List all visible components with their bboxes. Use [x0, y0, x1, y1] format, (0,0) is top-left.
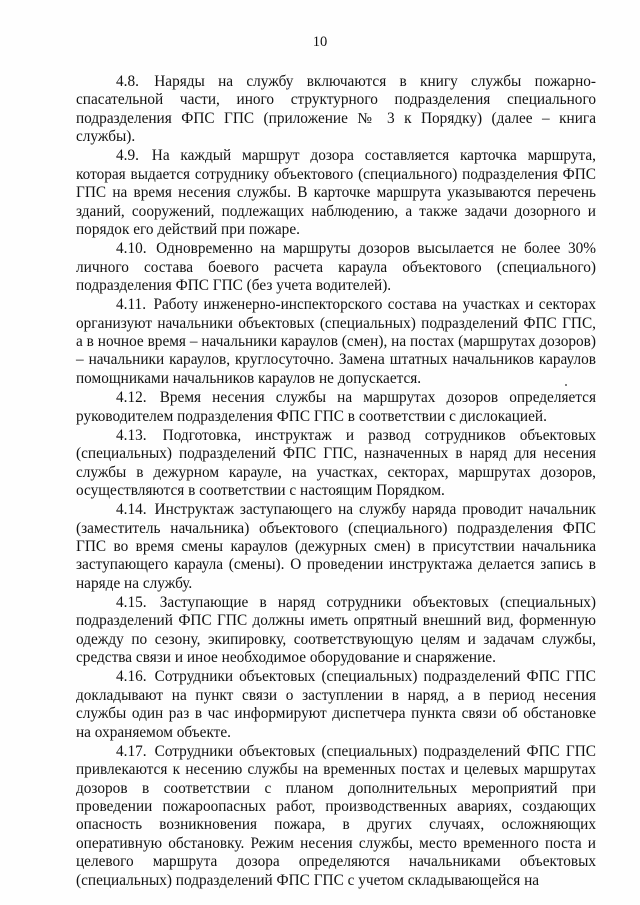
paragraph-number: 4.14. [116, 501, 147, 519]
paragraph-4-11 [76, 296, 596, 388]
paragraph-4-10 [76, 240, 596, 295]
paragraph-text: Заступающие в наряд сотрудники объектовых (специальных) подразделений ФПС ГПС должны иметь опрятный внешний вид, форменную одежду по сезону, экипировку, соответствующую целям и задачам службы, средства связи и иное необходимое оборудование и снаряжение. [76, 593, 596, 667]
paragraph-number: 4.15. [116, 593, 147, 611]
paragraph-text: Работу инженерно-инспекторского состава на участках и секторах организуют начальники объектовых (специальных) подразделений ФПС ГПС, а в ночное время – начальники караулов (смен), на постах (маршрутах дозоров) – начальники караулов, круглосуточно. Замена штатных начальников караулов помощниками начальников караулов не допускается. [76, 296, 597, 387]
paragraph-number: 4.17. [116, 742, 147, 760]
paragraph-text: На каждый маршрут дозора составляется карточка маршрута, которая выдается сотруднику объектового (специального) подразделения ФПС ГПС на время несения службы. В карточке маршрута указываются перечень зданий, сооружений, подлежащих наблюдению, а также задачи дозорного и порядок его действий при пожаре. [76, 147, 596, 239]
scan-speck [565, 384, 567, 386]
paragraph-number: 4.9. [116, 147, 139, 165]
paragraph-4-8 [76, 73, 596, 147]
paragraph-4-14 [76, 501, 596, 593]
paragraph-text: Подготовка, инструктаж и развод сотрудников объектовых (специальных) подразделений ФПС ГПС, назначенных в наряд для несения службы в дежурном карауле, на участках, секторах, маршрутах дозоров, осуществляются в соответствии с настоящим Порядком. [76, 426, 597, 499]
paragraph-text: Инструктаж заступающего на службу наряда проводит начальник (заместитель начальника) объектового (специального) подразделения ФПС ГПС во время смены караулов (дежурных смен) в присутствии начальника заступающего караула (смены). О проведении инструктажа делается запись в наряде на службу. [76, 501, 596, 592]
paragraph-text: Сотрудники объектовых (специальных) подразделений ФПС ГПС докладывают на пункт связи о заступлении в наряд, а в период несения службы один раз в час информируют диспетчера пункта связи об обстановке на охраняемом объекте. [76, 668, 596, 741]
paragraph-number: 4.10. [116, 240, 147, 258]
paragraph-number: 4.8. [116, 73, 139, 90]
paragraph-4-9 [76, 147, 596, 239]
paragraph-number: 4.11. [116, 296, 147, 314]
paragraph-text: Наряды на службу включаются в книгу службы пожарно-спасательной части, иного структурного подразделения специального подразделения ФПС ГПС (приложение № 3 к Порядку) (далее – книга службы). [76, 73, 596, 146]
paragraph-text: Одновременно на маршруты дозоров высылается не более 30% личного состава боевого расчета караула объектового (специального) подразделения ФПС ГПС (без учета водителей). [76, 240, 596, 295]
page-number: 10 [312, 34, 328, 50]
paragraph-text: Сотрудники объектовых (специальных) подразделений ФПС ГПС привлекаются к несению службы на временных постах и целевых маршрутах дозоров в соответствии с планом дополнительных мероприятий при проведении пожароопасных работ, производственных авариях, создающих опасность возникновения пожара, в других случаях, осложняющих оперативную обстановку. Режим несения службы, место временного поста и целевого маршрута дозора определяются начальниками объектовых (специальных) подразделений ФПС ГПС с учетом складывающейся на [76, 742, 596, 889]
paragraph-4-17 [76, 743, 596, 890]
paragraph-4-15 [76, 594, 596, 668]
paragraph-4-12 [76, 389, 596, 426]
document-body [76, 73, 596, 891]
paragraph-number: 4.16. [116, 668, 147, 686]
paragraph-number: 4.13. [116, 426, 147, 444]
paragraph-number: 4.12. [116, 389, 147, 407]
paragraph-4-16 [76, 668, 596, 742]
paragraph-4-13 [76, 427, 596, 501]
paragraph-text: Время несения службы на маршрутах дозоров определяется руководителем подразделения ФПС ГПС в соответствии с дислокацией. [76, 389, 597, 425]
